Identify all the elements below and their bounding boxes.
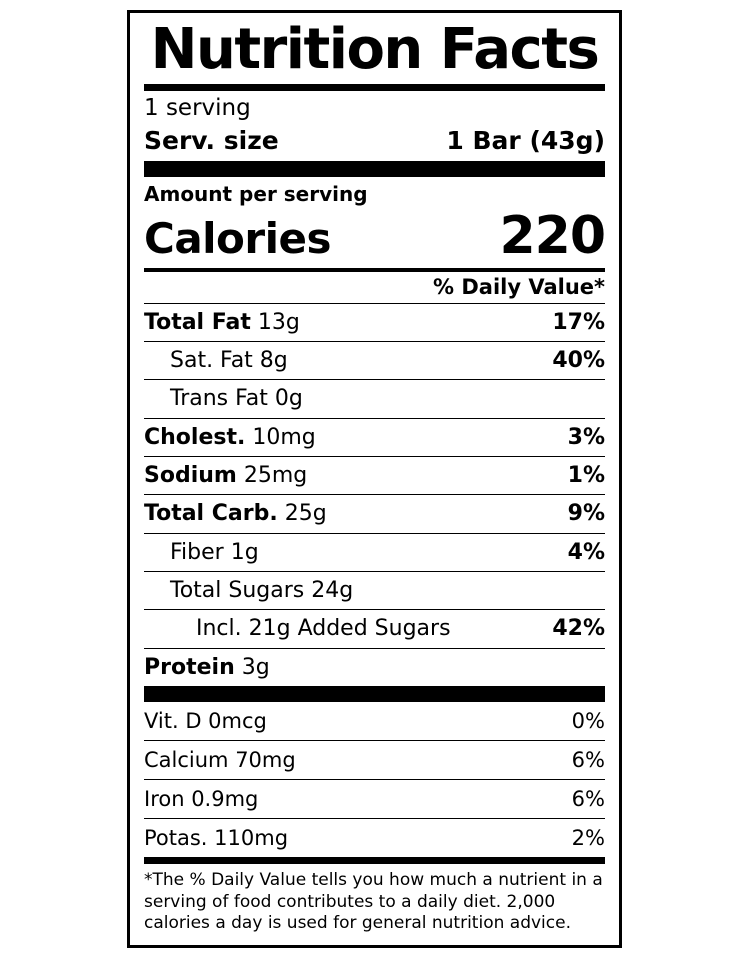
calories-value: 220	[499, 205, 605, 266]
nutrient-name: Total Sugars 24g	[170, 577, 354, 603]
divider-footnote	[144, 857, 605, 864]
nutrient-row	[144, 572, 605, 609]
nutrient-row	[144, 649, 605, 686]
vitamin-name: Potas. 110mg	[144, 825, 289, 850]
divider-title	[144, 84, 605, 91]
nutrient-daily-value: 3%	[567, 424, 605, 450]
label-title: Nutrition Facts	[150, 17, 599, 82]
nutrient-row	[144, 495, 605, 532]
nutrient-name: Total Fat 13g	[144, 309, 300, 335]
vitamin-name: Vit. D 0mcg	[144, 708, 267, 733]
nutrient-list	[144, 303, 605, 686]
nutrient-daily-value: 42%	[552, 616, 605, 642]
divider-vitamins	[144, 686, 605, 702]
nutrient-row	[144, 304, 605, 341]
nutrient-name: Sat. Fat 8g	[170, 348, 288, 374]
vitamin-daily-value: 2%	[571, 825, 605, 850]
nutrient-row	[144, 610, 605, 647]
serving-size-label: Serv. size	[144, 125, 279, 155]
calories-label: Calories	[144, 213, 332, 263]
nutrition-facts-label	[127, 10, 622, 948]
nutrient-name: Fiber 1g	[170, 539, 259, 565]
nutrient-name: Trans Fat 0g	[170, 386, 303, 412]
amount-per-serving-label: Amount per serving	[144, 181, 368, 206]
nutrient-daily-value: 40%	[552, 348, 605, 374]
daily-value-header: % Daily Value*	[433, 274, 605, 299]
calories-row	[144, 206, 605, 268]
nutrient-daily-value: 1%	[567, 463, 605, 489]
vitamin-row	[144, 741, 605, 779]
servings-per-container: 1 serving	[144, 94, 251, 121]
nutrient-name: Incl. 21g Added Sugars	[196, 616, 451, 642]
nutrient-row	[144, 419, 605, 456]
vitamin-daily-value: 0%	[571, 708, 605, 733]
vitamin-name: Iron 0.9mg	[144, 786, 259, 811]
vitamin-row	[144, 819, 605, 857]
vitamin-daily-value: 6%	[571, 747, 605, 772]
nutrient-daily-value: 17%	[552, 309, 605, 335]
serving-size-value: 1 Bar (43g)	[446, 125, 605, 155]
nutrient-row	[144, 380, 605, 417]
vitamin-row	[144, 702, 605, 740]
nutrient-name: Cholest. 10mg	[144, 424, 316, 450]
nutrient-row	[144, 342, 605, 379]
vitamin-list	[144, 702, 605, 857]
nutrient-row	[144, 457, 605, 494]
nutrient-name: Total Carb. 25g	[144, 501, 327, 527]
nutrient-name: Sodium 25mg	[144, 463, 308, 489]
nutrient-name: Protein 3g	[144, 654, 270, 680]
nutrient-row	[144, 534, 605, 571]
serving-size-row	[144, 124, 605, 161]
vitamin-daily-value: 6%	[571, 786, 605, 811]
nutrient-daily-value: 9%	[567, 501, 605, 527]
nutrient-daily-value: 4%	[567, 539, 605, 565]
vitamin-name: Calcium 70mg	[144, 747, 296, 772]
vitamin-row	[144, 780, 605, 818]
divider-serving-block	[144, 161, 605, 177]
footnote: *The % Daily Value tells you how much a nutrient in a serving of food contributes to a daily diet. 2,000 calories a day is used for general nutrition advice.	[144, 869, 603, 934]
